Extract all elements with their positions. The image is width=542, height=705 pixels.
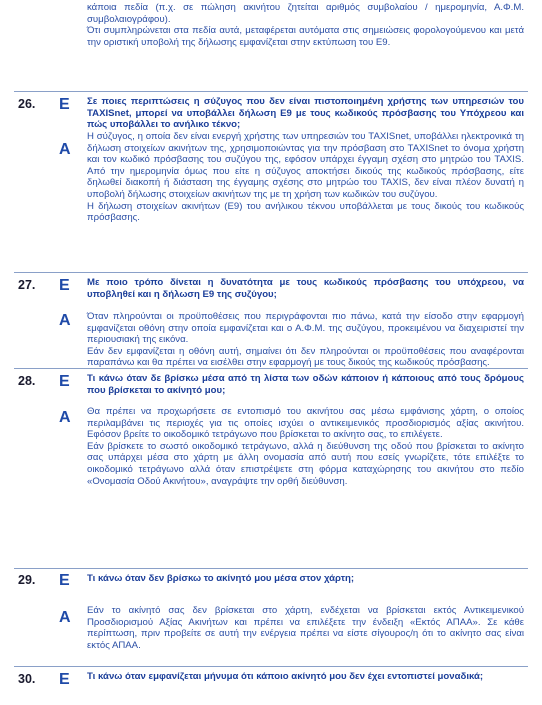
answer-paragraph: Θα πρέπει να προχωρήσετε σε εντοπισμό του ακινήτου σας μέσω εμφάνισης χάρτη, ο οποίος περιλαμβάνει τις περιοχές για τις οποίες ισχύει ο αντικειμενικός προσδιορισμός αξίας ακινήτου. Εφόσον βρείτε το οικοδομικό τετράγωνο που βρίσκεται το ακίνητο σας, το επιλέγετε.	[87, 406, 524, 441]
answer-marker: Α	[59, 409, 71, 426]
answer-paragraph: Η σύζυγος, η οποία δεν είναι ενεργή χρήστης των υπηρεσιών του TAXISnet, υποβάλλει ηλεκτρονικά τη δήλωση στοιχείων ακινήτων της, χρησιμοποιώντας για την πρόσβαση στο TAXISnet το όνομα χρήστη και τον κωδικό πρόσβασης του συζύγου της, εφόσον υπάρχει έγγαμη σχέση στο μητρώο του TAXIS. Από την ημερομηνία όμως που είτε η σύζυγος αποκτήσει δικούς της κωδικούς πρόσβασης, είτε δηλωθεί διακοπή ή διάσταση της έγγαμης σχέσης στο μητρώο του TAXIS, δεν είναι πλέον δυνατή η υποβολή δήλωσης στοιχείων ακινήτων της με τη χρήση των κωδικών του συζύγου.	[87, 131, 524, 200]
question-marker: Ε	[59, 96, 70, 113]
question-marker: Ε	[59, 671, 70, 688]
divider	[14, 272, 528, 273]
answer-text	[87, 131, 524, 224]
answer-text	[87, 605, 524, 651]
divider	[14, 666, 528, 667]
divider	[14, 91, 528, 92]
question-text: Τι κάνω όταν δεν βρίσκω το ακίνητό μου μέσα στον χάρτη;	[87, 573, 355, 584]
answer-paragraph: Εάν δεν εμφανίζεται η οθόνη αυτή, σημαίνει ότι δεν πληρούνται οι προϋποθέσεις που αναφέρονται παραπάνω και θα πρέπει να εισέλθει στην εφαρμογή με τους δικούς της κωδικούς πρόσβασης.	[87, 345, 524, 369]
answer-paragraph: Όταν πληρούνται οι προϋποθέσεις που περιγράφονται πιο πάνω, κατά την είσοδο στην εφαρμογή εμφανίζεται οθόνη στην οποία εμφανίζεται και ο Α.Φ.Μ. της συζύγου, προκειμένου να διαχειριστεί την περιουσιακή της εικόνα.	[87, 311, 524, 346]
answer-marker: Α	[59, 609, 71, 626]
question-text: Με ποιο τρόπο δίνεται η δυνατότητα με τους κωδικούς πρόσβασης του υπόχρεου, να υποβληθεί και η δήλωση Ε9 της συζύγου;	[87, 277, 524, 300]
question-text: Σε ποιες περιπτώσεις η σύζυγος που δεν είναι πιστοποιημένη χρήστης των υπηρεσιών του TAXISnet, μπορεί να υποβάλλει δήλωση Ε9 με τους κωδικούς πρόσβασης του Υπόχρεου και πώς υποβάλλει το ανήλικο τέκνο;	[87, 96, 524, 131]
item-number: 27.	[18, 278, 36, 292]
question-marker: Ε	[59, 572, 70, 589]
intro-paragraph: κάποια πεδία (π.χ. σε πώληση ακινήτου ζητείται αριθμός συμβολαίου / ημερομηνία, Α.Φ.Μ. συμβολαιογράφου).	[87, 2, 524, 25]
intro-text	[87, 2, 524, 48]
answer-text	[87, 311, 524, 369]
divider	[14, 368, 528, 369]
item-number: 26.	[18, 97, 36, 111]
answer-marker: Α	[59, 141, 71, 158]
item-number: 30.	[18, 672, 36, 686]
answer-marker: Α	[59, 312, 71, 329]
question-text: Τι κάνω όταν εμφανίζεται μήνυμα ότι κάποιο ακίνητό μου δεν έχει εντοπιστεί μοναδικά;	[87, 671, 484, 682]
question-text: Τι κάνω όταν δε βρίσκω μέσα από τη λίστα των οδών κάποιον ή κάποιους από τους δρόμους που βρίσκεται το ακίνητό μου;	[87, 373, 524, 396]
answer-text	[87, 406, 524, 487]
question-marker: Ε	[59, 277, 70, 294]
item-number: 28.	[18, 374, 36, 388]
answer-paragraph: Εάν βρίσκετε το σωστό οικοδομικό τετράγωνο, αλλά η διεύθυνση της οδού που βρίσκεται το ακίνητο σας υπάρχει μέσα στο χάρτη με άλλη ονομασία από αυτή που εσείς γνωρίζετε, τότε επιλέξτε το οικοδομικό τετράγωνο αλλά όταν επιστρέψετε στη φόρμα καταχώρησης του ακινήτου στο πεδίο «Ονομασία Οδού Ακινήτου», αναγράψτε την ορθή διεύθυνση.	[87, 440, 524, 487]
item-number: 29.	[18, 573, 36, 587]
answer-paragraph: Η δήλωση στοιχείων ακινήτων (Ε9) του ανήλικου τέκνου υποβάλλεται με τους δικούς του κωδικούς πρόσβασης.	[87, 200, 524, 224]
question-marker: Ε	[59, 373, 70, 390]
divider	[14, 568, 528, 569]
intro-paragraph: Ότι συμπληρώνεται στα πεδία αυτά, μεταφέρεται αυτόματα στις σημειώσεις φορολογούμενου και μετά την οριστική υποβολή της δήλωσης εμφανίζεται στην εκτύπωση του Ε9.	[87, 25, 524, 48]
answer-paragraph: Εάν το ακίνητό σας δεν βρίσκεται στο χάρτη, ενδέχεται να βρίσκεται εκτός Αντικειμενικού Προσδιορισμού Αξίας Ακινήτων και πρέπει να επιλέξετε την ένδειξη «Εκτός ΑΠΑΑ». Σε κάθε περίπτωση, πριν προβείτε σε αυτή την ενέργεια πρέπει να είστε σίγουρος/η ότι το ακίνητο σας είναι εκτός ΑΠΑΑ.	[87, 605, 524, 651]
